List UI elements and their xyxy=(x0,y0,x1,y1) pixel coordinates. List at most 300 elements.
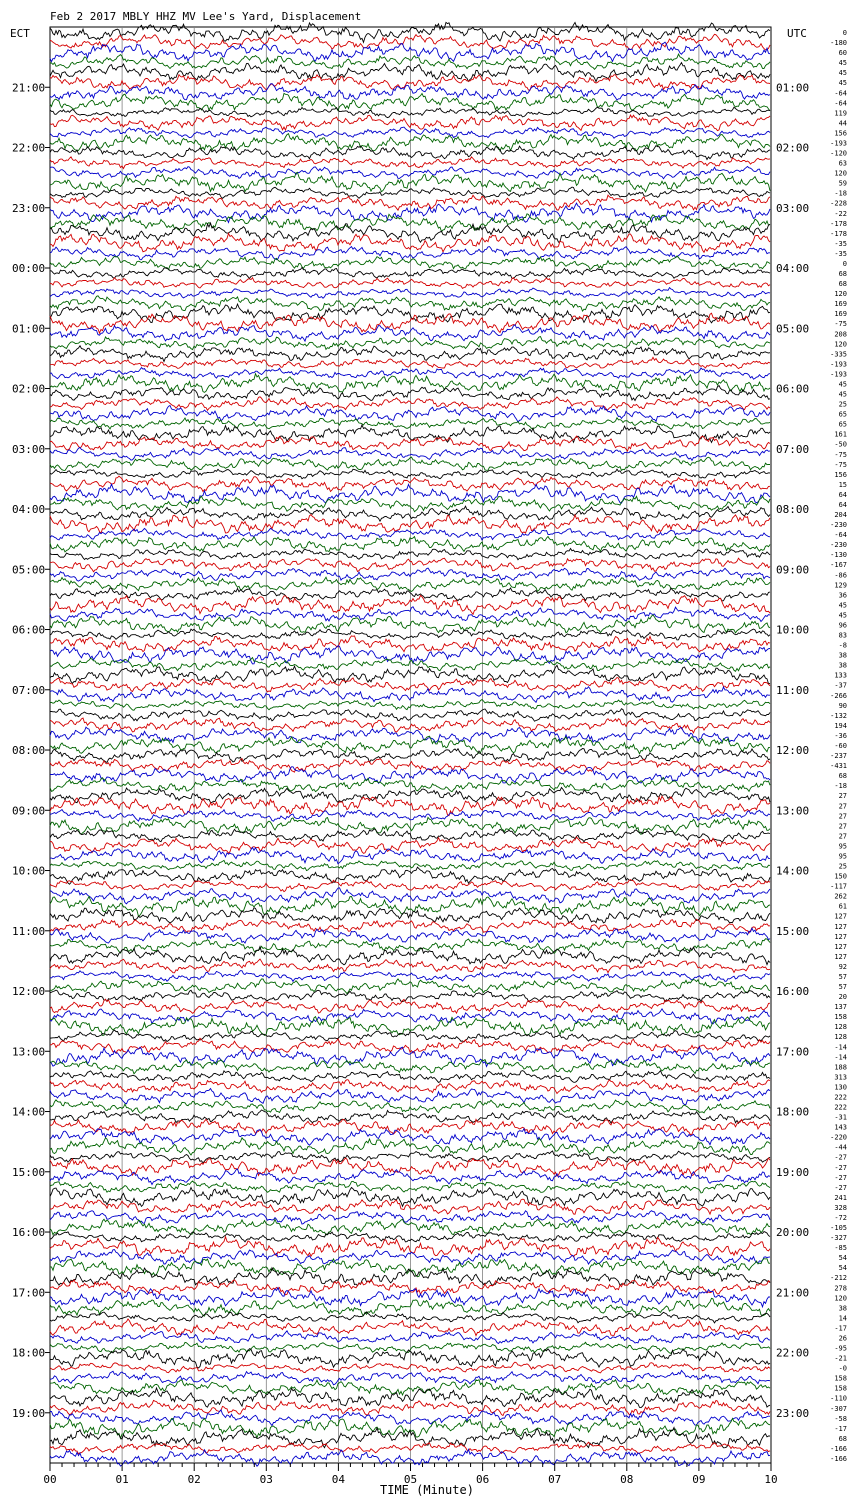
trace-offset-label: -193 xyxy=(830,139,847,148)
trace-offset-label: 38 xyxy=(838,1304,847,1313)
trace-offset-label: -110 xyxy=(830,1394,847,1403)
trace-offset-label: -167 xyxy=(830,561,847,570)
left-hour-label: 11:00 xyxy=(12,924,46,938)
left-hour-label: 15:00 xyxy=(12,1165,46,1179)
seismic-trace xyxy=(50,278,770,289)
left-hour-label: 07:00 xyxy=(12,683,46,697)
x-tick-label: 07 xyxy=(548,1473,562,1486)
trace-offset-label: -266 xyxy=(830,691,847,700)
trace-offset-label: 44 xyxy=(838,119,847,128)
seismic-trace xyxy=(50,919,770,933)
right-hour-label: 16:00 xyxy=(776,985,810,999)
seismic-trace xyxy=(50,1100,770,1113)
trace-offset-label: -64 xyxy=(834,99,847,108)
trace-offset-label: 25 xyxy=(838,862,847,871)
trace-offset-label: -17 xyxy=(834,1424,847,1433)
right-hour-label: 03:00 xyxy=(776,201,810,215)
trace-offset-label: -86 xyxy=(834,571,847,580)
seismic-trace xyxy=(50,157,770,169)
left-hour-label: 01:00 xyxy=(12,322,46,336)
trace-offset-label: 328 xyxy=(834,1203,847,1212)
trace-offset-label: 45 xyxy=(838,390,847,399)
trace-offset-label: 68 xyxy=(838,772,847,781)
seismic-trace xyxy=(50,718,770,733)
right-hour-label: 11:00 xyxy=(776,683,810,697)
seismic-trace xyxy=(50,636,770,652)
seismic-trace xyxy=(50,665,770,684)
seismic-trace xyxy=(50,759,770,773)
trace-offset-label: -130 xyxy=(830,551,847,560)
trace-offset-label: 127 xyxy=(834,942,847,951)
seismic-trace xyxy=(50,325,770,342)
trace-offset-label: -21 xyxy=(834,1354,847,1363)
trace-offset-label: 14 xyxy=(838,1314,847,1323)
right-hour-label: 15:00 xyxy=(776,924,810,938)
trace-offset-label: 54 xyxy=(838,1254,847,1263)
trace-offset-label: 120 xyxy=(834,169,847,178)
seismic-trace xyxy=(50,1158,770,1176)
seismic-trace xyxy=(50,42,770,62)
trace-offset-label: 204 xyxy=(834,511,847,520)
trace-offset-label: -64 xyxy=(834,531,847,540)
seismic-trace xyxy=(50,1030,770,1042)
left-hour-labels xyxy=(12,81,50,1420)
trace-offset-label: 161 xyxy=(834,430,847,439)
seismic-trace xyxy=(50,1138,770,1155)
left-hour-label: 14:00 xyxy=(12,1105,46,1119)
trace-offset-label: -22 xyxy=(834,209,847,218)
seismic-trace xyxy=(50,607,770,622)
seismic-trace xyxy=(50,727,770,743)
trace-offset-label: 38 xyxy=(838,661,847,670)
left-hour-label: 06:00 xyxy=(12,623,46,637)
trace-offset-label: 27 xyxy=(838,822,847,831)
left-hour-label: 16:00 xyxy=(12,1226,46,1240)
seismic-trace xyxy=(50,223,770,242)
trace-offset-label: 120 xyxy=(834,290,847,299)
seismic-trace xyxy=(50,1181,770,1193)
seismic-trace xyxy=(50,1080,770,1094)
trace-offset-label: 313 xyxy=(834,1073,847,1082)
right-timezone-label: UTC xyxy=(787,27,807,40)
seismic-trace xyxy=(50,425,770,443)
seismic-trace xyxy=(50,75,770,91)
seismic-trace xyxy=(50,93,770,111)
trace-offset-label: 68 xyxy=(838,1434,847,1443)
right-hour-label: 02:00 xyxy=(776,141,810,155)
seismic-trace xyxy=(50,386,770,401)
left-hour-label: 22:00 xyxy=(12,141,46,155)
right-hour-label: 21:00 xyxy=(776,1286,810,1300)
trace-offset-label: 20 xyxy=(838,993,847,1002)
seismic-trace xyxy=(50,233,770,252)
trace-offset-label: -431 xyxy=(830,762,847,771)
trace-offset-label: -50 xyxy=(834,440,847,449)
seismic-trace xyxy=(50,1060,770,1074)
trace-offset-label: -335 xyxy=(830,350,847,359)
trace-offset-label: 0 xyxy=(842,259,847,268)
seismic-trace xyxy=(50,167,770,179)
left-hour-label: 00:00 xyxy=(12,262,46,276)
seismic-trace xyxy=(50,880,770,892)
seismic-trace xyxy=(50,829,770,843)
trace-offset-label: 127 xyxy=(834,932,847,941)
seismic-trace xyxy=(50,709,770,722)
seismic-trace xyxy=(50,115,770,131)
trace-offset-label: -14 xyxy=(834,1043,847,1052)
seismic-trace xyxy=(50,999,770,1013)
trace-offset-label: 119 xyxy=(834,109,847,118)
trace-offset-label: 25 xyxy=(838,400,847,409)
left-hour-label: 02:00 xyxy=(12,382,46,396)
x-tick-label: 05 xyxy=(403,1473,418,1486)
seismic-trace xyxy=(50,1089,770,1105)
left-hour-label: 21:00 xyxy=(12,81,46,95)
trace-offset-label: -27 xyxy=(834,1153,847,1162)
trace-offset-label: 83 xyxy=(838,631,847,640)
trace-offset-label: 133 xyxy=(834,671,847,680)
right-hour-label: 08:00 xyxy=(776,503,810,517)
trace-offset-label: 45 xyxy=(838,601,847,610)
seismic-trace xyxy=(50,558,770,572)
trace-offset-label: 278 xyxy=(834,1284,847,1293)
trace-offset-label: 188 xyxy=(834,1063,847,1072)
seismic-trace xyxy=(50,296,770,311)
seismic-trace xyxy=(50,337,770,350)
seismic-trace xyxy=(50,796,770,815)
trace-offset-label: -72 xyxy=(834,1213,847,1222)
seismic-trace xyxy=(50,1371,770,1385)
trace-offset-label: 26 xyxy=(838,1334,847,1343)
trace-offset-label: -180 xyxy=(830,39,847,48)
seismic-trace xyxy=(50,1279,770,1294)
trace-offset-label: -27 xyxy=(834,1173,847,1182)
seismic-trace xyxy=(50,1119,770,1134)
seismic-trace xyxy=(50,1410,770,1426)
left-hour-label: 23:00 xyxy=(12,201,46,215)
trace-offset-label: 45 xyxy=(838,79,847,88)
trace-offset-label: 0 xyxy=(842,29,847,38)
seismic-trace xyxy=(50,1169,770,1185)
seismic-trace xyxy=(50,457,770,470)
trace-offset-label: 169 xyxy=(834,300,847,309)
left-hour-label: 08:00 xyxy=(12,744,46,758)
seismic-trace xyxy=(50,256,770,270)
seismic-trace xyxy=(50,506,770,521)
seismic-trace xyxy=(50,700,770,711)
seismic-trace xyxy=(50,678,770,692)
trace-offset-label: -230 xyxy=(830,541,847,550)
seismic-trace xyxy=(50,146,770,160)
seismic-trace xyxy=(50,536,770,552)
right-hour-label: 18:00 xyxy=(776,1105,810,1119)
x-tick-label: 02 xyxy=(187,1473,201,1486)
seismic-trace xyxy=(50,1038,770,1053)
trace-offset-label: -193 xyxy=(830,360,847,369)
seismic-trace xyxy=(50,406,770,423)
trace-offset-label: 54 xyxy=(838,1264,847,1273)
trace-offset-label: -193 xyxy=(830,370,847,379)
seismic-trace xyxy=(50,867,770,884)
trace-offset-label: 158 xyxy=(834,1013,847,1022)
trace-offset-label: 120 xyxy=(834,340,847,349)
x-tick-label: 01 xyxy=(115,1473,129,1486)
trace-offset-label: -327 xyxy=(830,1234,847,1243)
trace-offset-label: -27 xyxy=(834,1163,847,1172)
trace-offset-label: 158 xyxy=(834,1374,847,1383)
left-hour-label: 05:00 xyxy=(12,563,46,577)
trace-offset-label: 128 xyxy=(834,1023,847,1032)
trace-offset-label: -166 xyxy=(830,1454,847,1463)
trace-offset-label: -166 xyxy=(830,1444,847,1453)
seismic-trace xyxy=(50,908,770,923)
trace-offset-label: 64 xyxy=(838,500,847,509)
trace-offset-label: -37 xyxy=(834,681,847,690)
right-hour-label: 12:00 xyxy=(776,744,810,758)
trace-offset-label: -0 xyxy=(838,1364,847,1373)
seismic-trace xyxy=(50,577,770,591)
trace-offset-label: 156 xyxy=(834,129,847,138)
trace-offset-label: 127 xyxy=(834,912,847,921)
seismic-trace xyxy=(50,848,770,864)
trace-offset-label: 38 xyxy=(838,651,847,660)
left-hour-label: 03:00 xyxy=(12,442,46,456)
trace-offset-label: -237 xyxy=(830,752,847,761)
trace-offset-label: 45 xyxy=(838,59,847,68)
trace-offset-label: -8 xyxy=(838,641,847,650)
right-hour-label: 23:00 xyxy=(776,1406,810,1420)
right-hour-label: 22:00 xyxy=(776,1346,810,1360)
trace-offset-label: -132 xyxy=(830,711,847,720)
x-tick-label: 08 xyxy=(620,1473,634,1486)
seismic-trace xyxy=(50,959,770,973)
trace-offset-label: 96 xyxy=(838,621,847,630)
trace-offset-label: 241 xyxy=(834,1193,847,1202)
trace-offset-label: 208 xyxy=(834,330,847,339)
trace-offset-label: -18 xyxy=(834,189,847,198)
trace-offset-label: -85 xyxy=(834,1244,847,1253)
trace-offset-label: 127 xyxy=(834,922,847,931)
trace-offset-label: -105 xyxy=(830,1224,847,1233)
right-hour-label: 05:00 xyxy=(776,322,810,336)
seismic-trace xyxy=(50,127,770,138)
trace-offset-label: 130 xyxy=(834,1083,847,1092)
seismic-trace xyxy=(50,1071,770,1083)
seismic-trace xyxy=(50,1250,770,1265)
seismic-trace xyxy=(50,214,770,232)
seismic-trace xyxy=(50,990,770,1002)
trace-offset-label: -95 xyxy=(834,1344,847,1353)
seismic-trace xyxy=(50,897,770,917)
right-hour-label: 20:00 xyxy=(776,1226,810,1240)
trace-offset-label: -60 xyxy=(834,742,847,750)
seismic-trace xyxy=(50,107,770,117)
seismic-trace xyxy=(50,687,770,703)
trace-offset-label: -307 xyxy=(830,1404,847,1413)
right-hour-labels xyxy=(776,81,809,1420)
trace-offset-label: 95 xyxy=(838,842,847,851)
trace-offset-label: 128 xyxy=(834,1033,847,1042)
trace-offset-label: 63 xyxy=(838,159,847,168)
right-hour-label: 09:00 xyxy=(776,563,810,577)
trace-offset-label: 68 xyxy=(838,270,847,279)
seismic-trace xyxy=(50,549,770,560)
seismic-trace xyxy=(50,979,770,994)
trace-offset-label: 222 xyxy=(834,1103,847,1112)
seismic-trace xyxy=(50,134,770,151)
x-tick-label: 10 xyxy=(764,1473,778,1486)
trace-offset-label: -58 xyxy=(834,1414,847,1423)
trace-offset-label: -75 xyxy=(834,320,847,329)
trace-offset-label: -75 xyxy=(834,450,847,459)
trace-offset-label: 45 xyxy=(838,69,847,78)
seismic-trace xyxy=(50,1400,770,1415)
seismic-trace xyxy=(50,1047,770,1067)
seismic-trace xyxy=(50,267,770,278)
right-hour-label: 14:00 xyxy=(776,864,810,878)
seismic-trace xyxy=(50,418,770,429)
seismic-trace xyxy=(50,288,770,299)
trace-offset-label: 61 xyxy=(838,902,847,911)
trace-offset-label: 127 xyxy=(834,952,847,961)
left-hour-label: 09:00 xyxy=(12,804,46,818)
trace-offset-label: -228 xyxy=(830,199,847,208)
trace-offset-label: -18 xyxy=(834,782,847,791)
trace-offset-label: 64 xyxy=(838,490,847,499)
x-tick-label: 00 xyxy=(43,1473,57,1486)
right-hour-label: 06:00 xyxy=(776,382,810,396)
trace-offset-label: -178 xyxy=(830,229,847,238)
left-hour-label: 18:00 xyxy=(12,1346,46,1360)
trace-offset-label: -14 xyxy=(834,1053,847,1062)
right-hour-label: 10:00 xyxy=(776,623,810,637)
trace-offset-label: 262 xyxy=(834,892,847,901)
trace-offset-label: 27 xyxy=(838,812,847,821)
trace-offset-label: 59 xyxy=(838,179,847,188)
seismic-trace xyxy=(50,810,770,822)
trace-offset-label: 36 xyxy=(838,591,847,600)
trace-offset-label: -64 xyxy=(834,89,847,98)
seismic-trace xyxy=(50,928,770,943)
trace-offset-label: 45 xyxy=(838,611,847,620)
trace-offset-label: 158 xyxy=(834,1384,847,1393)
right-hour-label: 17:00 xyxy=(776,1045,810,1059)
trace-offset-label: 143 xyxy=(834,1123,847,1132)
trace-offset-label: 27 xyxy=(838,802,847,811)
trace-offset-label: 194 xyxy=(834,721,847,730)
trace-offset-labels xyxy=(830,29,847,1463)
trace-offset-label: 60 xyxy=(838,49,847,58)
seismic-trace xyxy=(50,368,770,380)
trace-offset-label: 129 xyxy=(834,581,847,590)
seismic-trace xyxy=(50,939,770,954)
x-tick-label: 09 xyxy=(692,1473,706,1486)
trace-offset-label: -212 xyxy=(830,1274,847,1283)
trace-offset-label: -75 xyxy=(834,460,847,469)
trace-offset-label: 57 xyxy=(838,972,847,981)
trace-offset-label: -120 xyxy=(830,149,847,158)
left-hour-label: 04:00 xyxy=(12,503,46,517)
seismic-trace xyxy=(50,568,770,581)
seismic-trace xyxy=(50,469,770,479)
trace-offset-label: -230 xyxy=(830,521,847,530)
right-hour-label: 13:00 xyxy=(776,804,810,818)
trace-offset-label: 27 xyxy=(838,832,847,841)
seismic-trace xyxy=(50,304,770,323)
seismic-trace xyxy=(50,1259,770,1277)
seismic-trace xyxy=(50,195,770,210)
seismic-trace xyxy=(50,1362,770,1373)
trace-offset-label: 27 xyxy=(838,792,847,801)
trace-offset-label: -35 xyxy=(834,249,847,258)
seismic-trace xyxy=(50,1331,770,1344)
trace-offset-label: -31 xyxy=(834,1113,847,1122)
trace-offset-label: 15 xyxy=(838,480,847,489)
trace-offset-label: 120 xyxy=(834,1294,847,1303)
seismic-trace xyxy=(50,397,770,411)
seismic-trace xyxy=(50,1211,770,1224)
trace-offset-label: -44 xyxy=(834,1143,847,1152)
seismic-trace xyxy=(50,484,770,503)
seismic-trace xyxy=(50,1219,770,1235)
right-hour-label: 04:00 xyxy=(776,262,810,276)
seismic-trace xyxy=(50,374,770,393)
x-axis-label: TIME (Minute) xyxy=(380,1483,474,1497)
trace-offset-label: 150 xyxy=(834,872,847,881)
seismic-trace xyxy=(50,346,770,362)
trace-offset-label: -36 xyxy=(834,731,847,740)
seismic-trace xyxy=(50,515,770,534)
left-hour-label: 12:00 xyxy=(12,985,46,999)
trace-offset-label: 95 xyxy=(838,852,847,861)
x-tick-label: 06 xyxy=(475,1473,490,1486)
left-hour-label: 10:00 xyxy=(12,864,46,878)
left-timezone-label: ECT xyxy=(10,27,30,40)
x-tick-label: 03 xyxy=(259,1473,273,1486)
trace-offset-label: -178 xyxy=(830,219,847,228)
trace-offset-label: 65 xyxy=(838,410,847,419)
seismic-traces xyxy=(50,22,770,1466)
trace-offset-label: 92 xyxy=(838,962,847,971)
trace-offset-label: 45 xyxy=(838,380,847,389)
trace-offset-label: 90 xyxy=(838,701,847,710)
seismic-trace xyxy=(50,357,770,368)
seismic-trace xyxy=(50,1187,770,1206)
seismic-trace xyxy=(50,860,770,870)
trace-offset-label: 68 xyxy=(838,280,847,289)
trace-offset-label: -220 xyxy=(830,1133,847,1142)
x-tick-label: 04 xyxy=(331,1473,346,1486)
right-hour-label: 01:00 xyxy=(776,81,810,95)
seismic-trace xyxy=(50,749,770,763)
trace-offset-label: 65 xyxy=(838,420,847,429)
seismic-trace xyxy=(50,1110,770,1123)
chart-title: Feb 2 2017 MBLY HHZ MV Lee's Yard, Displacement xyxy=(50,10,362,23)
trace-offset-label: 137 xyxy=(834,1003,847,1012)
trace-offset-label: -117 xyxy=(830,882,847,891)
left-hour-label: 19:00 xyxy=(12,1406,46,1420)
trace-offset-label: 222 xyxy=(834,1093,847,1102)
right-hour-label: 19:00 xyxy=(776,1165,810,1179)
right-hour-label: 07:00 xyxy=(776,442,810,456)
trace-offset-label: 169 xyxy=(834,310,847,319)
seismic-trace xyxy=(50,629,770,640)
trace-offset-label: -35 xyxy=(834,239,847,248)
seismic-trace xyxy=(50,736,770,754)
left-hour-label: 13:00 xyxy=(12,1045,46,1059)
seismic-trace xyxy=(50,1312,770,1323)
seismic-trace xyxy=(50,1232,770,1242)
